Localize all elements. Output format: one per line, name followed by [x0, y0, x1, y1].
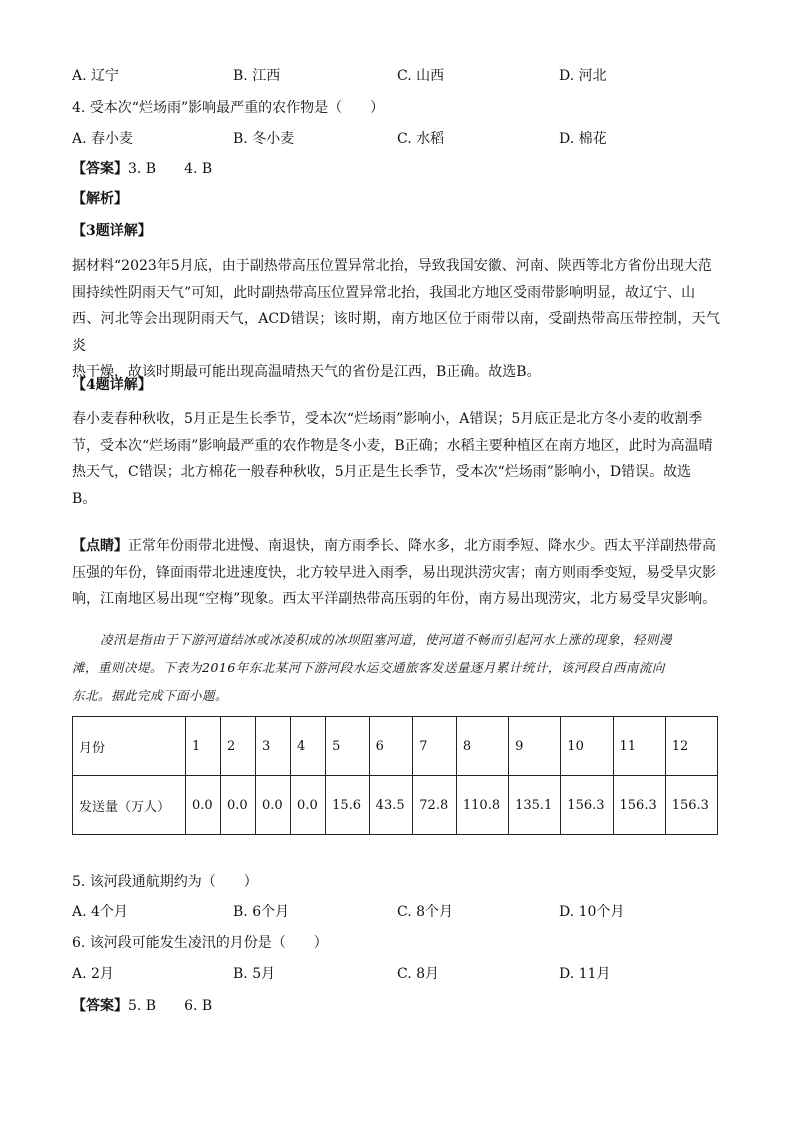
q3-option-a: A. 辽宁	[72, 68, 120, 84]
table-cell: 4	[291, 717, 326, 776]
tip-line: 响，江南地区易出现“空梅”现象。西太平洋副热带高压弱的年份，南方易出现涝灾，北方易受旱灾影响。	[72, 591, 717, 607]
table-cell: 1	[186, 717, 221, 776]
table-cell: 11	[613, 717, 665, 776]
q4-stem: 4. 受本次“烂场雨”影响最严重的农作物是（ ）	[72, 100, 385, 116]
answer-line-2	[72, 996, 212, 1016]
detail4-line: 热天气，C错误；北方棉花一般春种秋收，5月正是生长季节，受本次“烂场雨”影响小，D错误。故选	[72, 464, 692, 480]
material-line: 凌汛是指由于下游河道结冰或冰凌积成的冰坝阻塞河道，使河道不畅而引起河水上涨的现象，轻则漫	[100, 632, 673, 647]
detail4-line: 春小麦春种秋收，5月正是生长季节，受本次“烂场雨”影响小，A错误；5月底正是北方冬小麦的收割季	[72, 411, 703, 427]
table-cell: 110.8	[456, 776, 508, 835]
q3-option-c: C. 山西	[397, 68, 445, 84]
answer-tag: 【答案】	[72, 161, 128, 177]
detail3-line: 围持续性阴雨天气”可知，此时副热带高压位置异常北抬，我国北方地区受雨带影响明显，故辽宁、山	[72, 284, 696, 301]
tip-line	[72, 533, 720, 560]
q3-option-d: D. 河北	[559, 68, 607, 84]
table-cell: 5	[326, 717, 370, 776]
q5-option-d: D. 10个月	[559, 904, 625, 920]
detail4-paragraph	[72, 406, 720, 512]
table-cell: 43.5	[369, 776, 413, 835]
answer-tag: 【答案】	[72, 998, 128, 1014]
table-cell: 0.0	[186, 776, 221, 835]
q6-option-b: B. 5月	[233, 966, 276, 982]
answer-text: 5. B 6. B	[128, 998, 213, 1014]
table-cell: 0.0	[221, 776, 256, 835]
detail4-line: B。	[72, 490, 97, 507]
table-cell: 0.0	[256, 776, 291, 835]
detail3-line: 西、河北等会出现阴雨天气，ACD错误；该时期，南方地区位于雨带以南，受副热带高压带控制，天气炎	[72, 311, 720, 354]
table-cell: 9	[509, 717, 561, 776]
table-cell: 156.3	[613, 776, 665, 835]
tip-tag: 【点睛】	[72, 538, 128, 554]
q3-option-b: B. 江西	[233, 68, 281, 84]
table-cell: 12	[665, 717, 717, 776]
detail4-line: 节，受本次“烂场雨”影响最严重的农作物是冬小麦，B正确；水稻主要种植区在南方地区，此时为高温晴	[72, 437, 713, 454]
table-cell: 7	[413, 717, 457, 776]
detail3-line: 热干燥，故该时期最可能出现高温晴热天气的省份是江西，B正确。故选B。	[72, 364, 541, 380]
answer-text: 3. B 4. B	[128, 161, 213, 177]
detail3-tag: 【3题详解】	[72, 223, 152, 239]
material-line: 滩，重则决堤。下表为2016年东北某河下游河段水运交通旅客发送量逐月累计统计，该河段自西南流向	[72, 660, 665, 675]
table-cell: 6	[369, 717, 413, 776]
tip-line: 压强的年份，锋面雨带北进速度快，北方较早进入雨季，易出现洪涝灾害；南方则雨季变短，易受旱灾影	[72, 564, 716, 581]
tip-line-text: 正常年份雨带北进慢、南退快，南方雨季长、降水多，北方雨季短、降水少。西太平洋副热带高	[128, 538, 716, 554]
table-cell: 156.3	[561, 776, 613, 835]
table-row-months	[73, 717, 718, 776]
table-cell: 3	[256, 717, 291, 776]
table-row-values	[73, 776, 718, 835]
tip-paragraph	[72, 533, 720, 613]
material-paragraph	[72, 626, 720, 710]
table-cell: 10	[561, 717, 613, 776]
q5-option-c: C. 8个月	[397, 904, 454, 920]
table-row-label: 发送量（万人）	[73, 776, 186, 835]
analysis-tag: 【解析】	[72, 191, 128, 207]
material-line: 东北。据此完成下面小题。	[72, 688, 229, 703]
q4-option-c: C. 水稻	[397, 131, 445, 147]
table-cell: 135.1	[509, 776, 561, 835]
q5-stem: 5. 该河段通航期约为（ ）	[72, 874, 258, 890]
q6-option-c: C. 8月	[397, 966, 440, 982]
table-cell: 2	[221, 717, 256, 776]
q6-option-a: A. 2月	[72, 966, 114, 982]
q4-option-a: A. 春小麦	[72, 131, 134, 147]
q4-option-d: D. 棉花	[559, 131, 607, 147]
q5-option-b: B. 6个月	[233, 904, 290, 920]
q6-stem: 6. 该河段可能发生凌汛的月份是（ ）	[72, 935, 328, 951]
table-cell: 0.0	[291, 776, 326, 835]
q4-option-b: B. 冬小麦	[233, 131, 295, 147]
table-cell: 156.3	[665, 776, 717, 835]
detail3-paragraph	[72, 253, 720, 386]
table-row-label: 月份	[73, 717, 186, 776]
table-cell: 15.6	[326, 776, 370, 835]
q6-option-d: D. 11月	[559, 966, 611, 982]
detail4-tag: 【4题详解】	[72, 377, 152, 393]
detail3-line: 据材料“2023年5月底，由于副热带高压位置异常北抬，导致我国安徽、河南、陕西等北方省份出现大范	[72, 258, 712, 274]
shipping-table	[72, 716, 718, 835]
answer-line-1	[72, 159, 212, 179]
table-cell: 72.8	[413, 776, 457, 835]
table-cell: 8	[456, 717, 508, 776]
q5-option-a: A. 4个月	[72, 904, 128, 920]
